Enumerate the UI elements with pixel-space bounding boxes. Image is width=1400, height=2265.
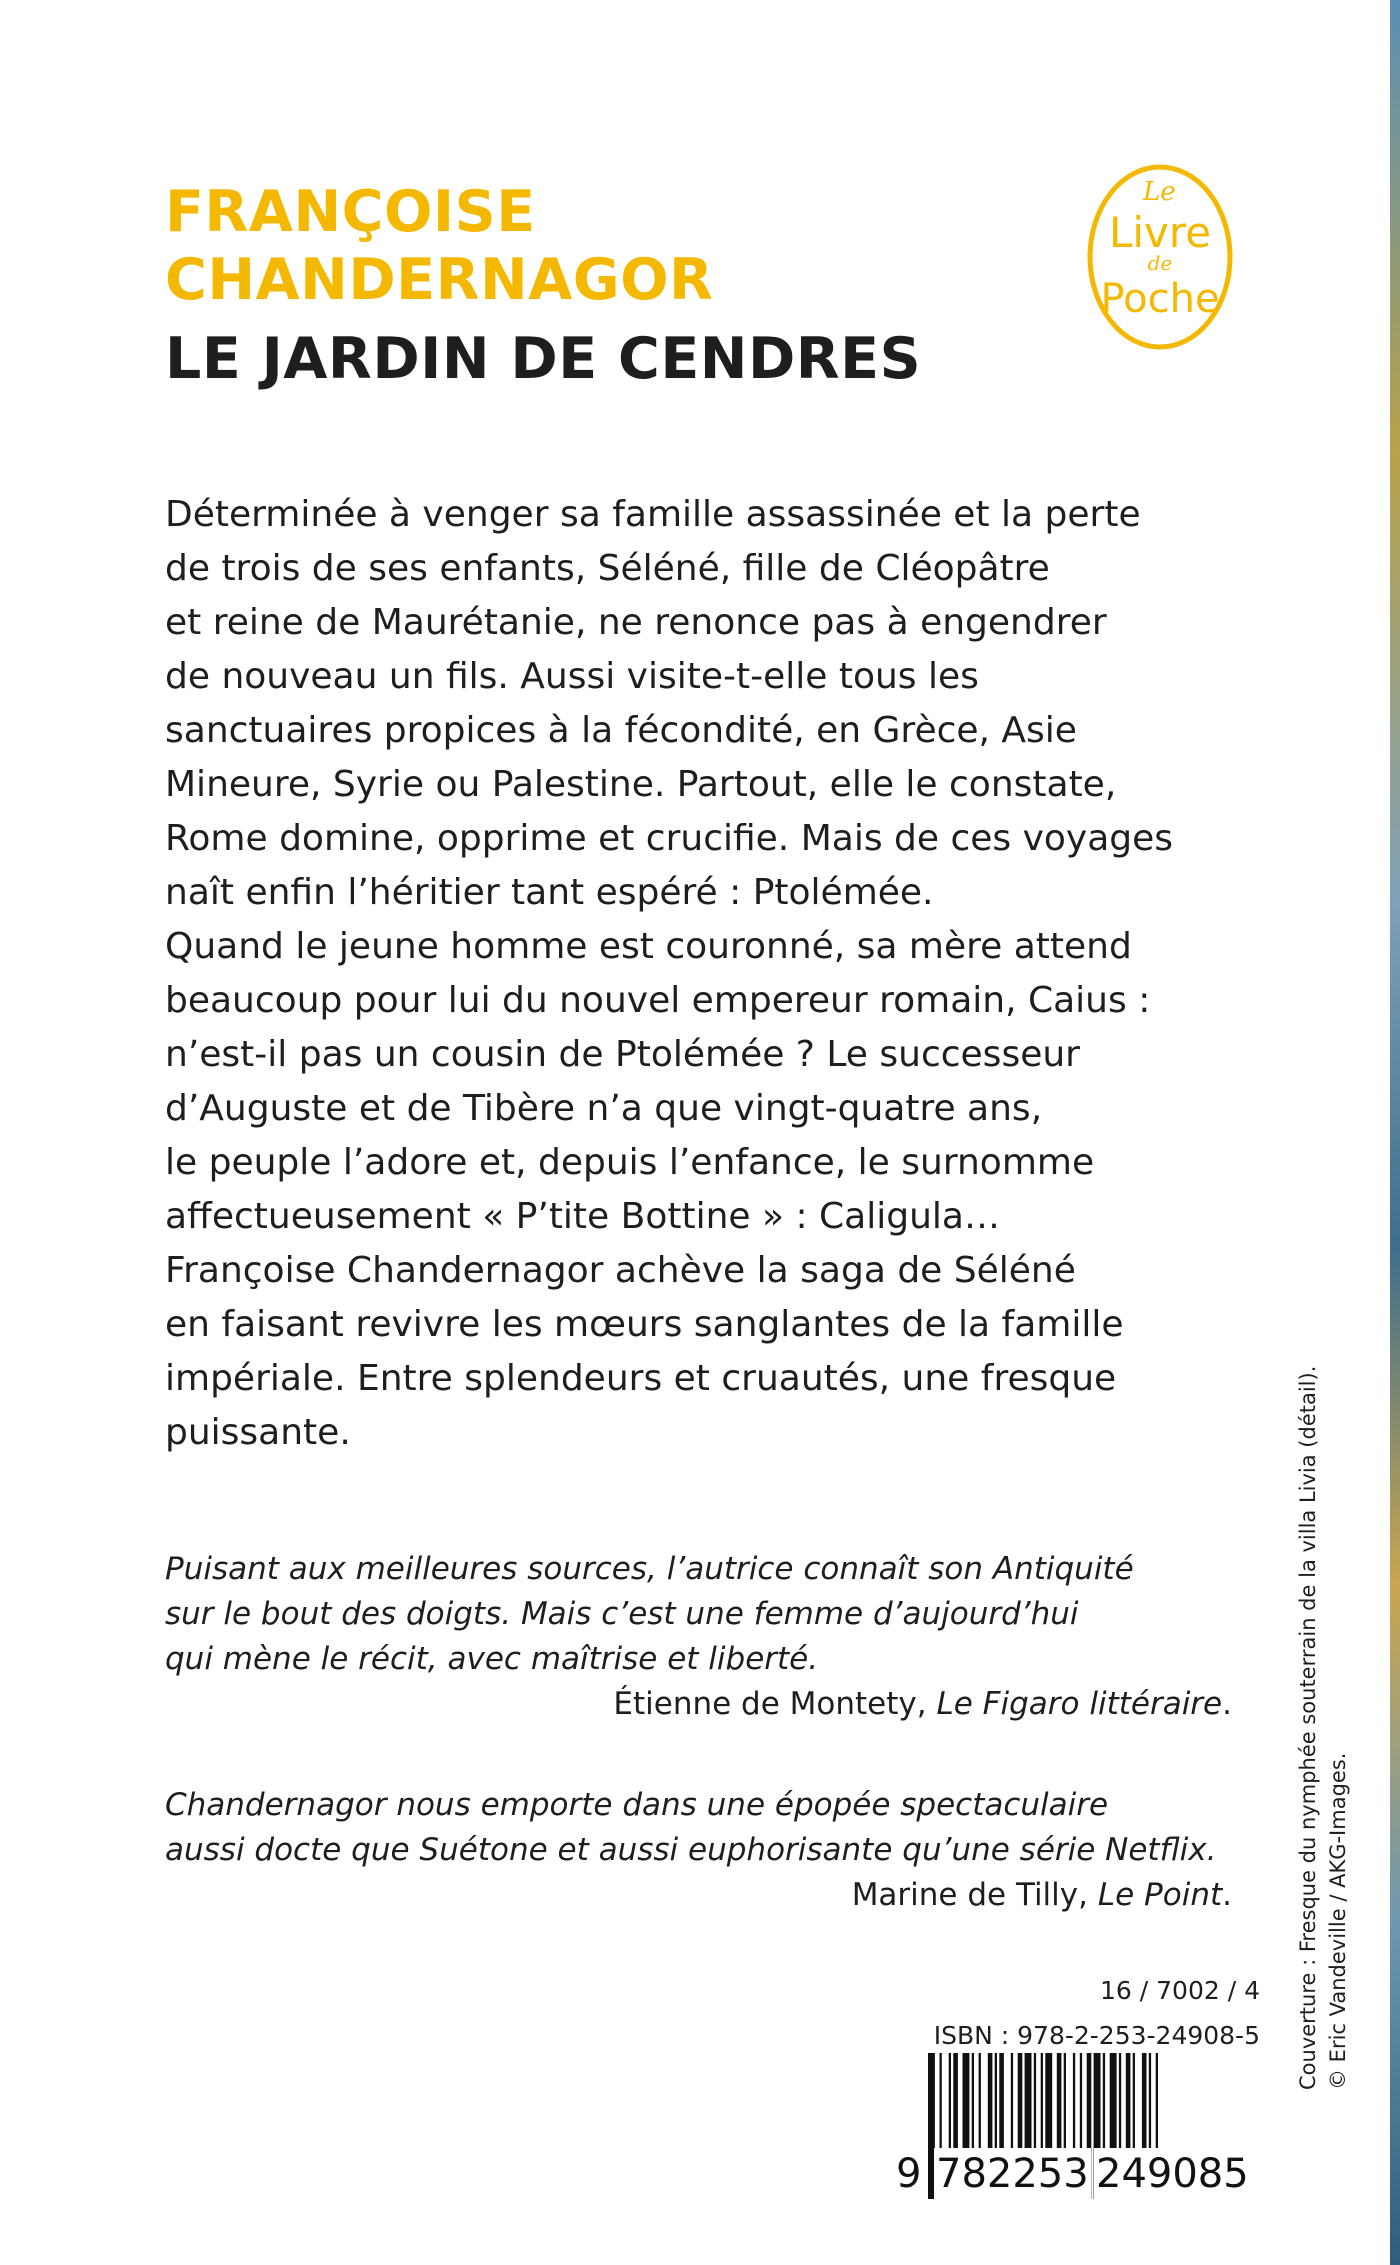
press-quote-figaro — [165, 1547, 1265, 1727]
blurb-line: sanctuaires propices à la fécondité, en Grèce, Asie — [165, 710, 1077, 751]
barcode-bar — [963, 2053, 970, 2148]
barcode-bar — [1045, 2053, 1052, 2148]
quote-line: sur le bout des doigts. Mais c’est une femme d’aujourd’hui — [165, 1596, 1079, 1632]
quote-line: Puisant aux meilleures sources, l’autrice connaît son Antiquité — [165, 1551, 1134, 1587]
blurb-line: beaucoup pour lui du nouvel empereur romain, Caius : — [165, 980, 1151, 1021]
barcode-bar — [953, 2053, 958, 2148]
barcode-bar — [1064, 2053, 1066, 2148]
quote-line: Chandernagor nous emporte dans une épopée spectaculaire — [165, 1787, 1109, 1823]
barcode-bar — [1018, 2053, 1023, 2148]
barcode-bar — [1025, 2053, 1032, 2148]
quote-source — [165, 1873, 1265, 1918]
barcode-bar — [949, 2053, 951, 2148]
barcode-right-group: 249085 — [1094, 2148, 1251, 2200]
barcode-bar — [1073, 2053, 1075, 2148]
blurb-line: affectueusement « P’tite Bottine » : Caligula… — [165, 1196, 1000, 1237]
barcode-bar — [940, 2053, 942, 2148]
isbn-number: ISBN : 978-2-253-24908-5 — [933, 2021, 1260, 2050]
barcode-bar — [1133, 2053, 1135, 2148]
blurb-line: Mineure, Syrie ou Palestine. Partout, elle le constate, — [165, 764, 1117, 805]
cover-credit-line: Couverture : Fresque du nymphée souterrain de la villa Livia (détail). — [1296, 1365, 1320, 2090]
logo-text-poche: Poche — [1100, 276, 1220, 322]
blurb-line: Déterminée à venger sa famille assassinée et la perte — [165, 494, 1141, 535]
barcode-bar — [1149, 2053, 1151, 2148]
blurb-line: Quand le jeune homme est couronné, sa mère attend — [165, 926, 1132, 967]
blurb-line: en faisant revivre les mœurs sanglantes de la famille — [165, 1304, 1124, 1345]
barcode-bar — [1057, 2053, 1062, 2148]
blurb-line: de nouveau un fils. Aussi visite-t-elle tous les — [165, 656, 979, 697]
barcode-bar — [1103, 2053, 1105, 2148]
author-name — [165, 178, 713, 314]
blurb-line: de trois de ses enfants, Séléné, fille de Cléopâtre — [165, 548, 1050, 589]
quote-source — [165, 1682, 1265, 1727]
quote-line: qui mène le récit, avec maîtrise et liberté. — [165, 1641, 819, 1677]
author-first-name: FRANÇOISE — [165, 179, 536, 245]
back-cover-blurb — [165, 488, 1265, 1460]
book-title: LE JARDIN DE CENDRES — [165, 326, 922, 392]
blurb-line: Rome domine, opprime et crucifie. Mais de ces voyages — [165, 818, 1174, 859]
catalog-codes — [934, 1968, 1260, 2058]
barcode-digits — [898, 2148, 1258, 2200]
barcode-bar — [1080, 2053, 1082, 2148]
cover-credit — [1293, 1366, 1353, 2090]
press-quote-le-point — [165, 1783, 1265, 1918]
product-code: 16 / 7002 / 4 — [1100, 1976, 1260, 2005]
blurb-line: Françoise Chandernagor achève la saga de Séléné — [165, 1250, 1076, 1291]
barcode-bar — [1011, 2053, 1013, 2148]
quote-source-name: Marine de Tilly, — [851, 1877, 1088, 1913]
blurb-line: d’Auguste et de Tibère n’a que vingt-quatre ans, — [165, 1088, 1043, 1129]
barcode-bar — [1110, 2053, 1117, 2148]
blurb-line: n’est-il pas un cousin de Ptolémée ? Le successeur — [165, 1034, 1080, 1075]
barcode-bar — [979, 2053, 981, 2148]
barcode-bar — [1142, 2053, 1147, 2148]
author-last-name: CHANDERNAGOR — [165, 247, 714, 313]
quote-line: aussi docte que Suétone et aussi euphorisante qu’une série Netflix. — [165, 1832, 1217, 1868]
barcode-left-group: 782253 — [934, 2148, 1091, 2200]
cover-edge-strip — [1390, 0, 1400, 2265]
barcode-bar — [1119, 2053, 1121, 2148]
barcode-bar — [999, 2053, 1004, 2148]
cover-credit-line: © Eric Vandeville / AKG-Images. — [1326, 1752, 1350, 2090]
blurb-line: naît enfin l’héritier tant espéré : Ptolémée. — [165, 872, 934, 913]
blurb-line: et reine de Maurétanie, ne renonce pas à engendrer — [165, 602, 1107, 643]
barcode-bar — [1041, 2053, 1043, 2148]
quote-source-publication: Le Point — [1097, 1877, 1223, 1913]
quote-source-end: . — [1222, 1686, 1232, 1722]
blurb-line: le peuple l’adore et, depuis l’enfance, le surnomme — [165, 1142, 1095, 1183]
barcode-bar — [1156, 2053, 1158, 2148]
quote-source-name: Étienne de Montety, — [613, 1686, 927, 1722]
logo-text-livre: Livre — [1108, 208, 1212, 257]
barcode-bar — [1034, 2053, 1036, 2148]
logo-text-le: Le — [1143, 177, 1176, 207]
barcode-bar — [972, 2053, 974, 2148]
logo-text-de: de — [1147, 251, 1173, 275]
blurb-line: impériale. Entre splendeurs et cruautés, une fresque — [165, 1358, 1117, 1399]
blurb-line: puissante. — [165, 1412, 351, 1453]
barcode-bar — [1126, 2053, 1131, 2148]
barcode-first-digit: 9 — [894, 2148, 923, 2200]
quote-source-publication: Le Figaro littéraire — [936, 1686, 1223, 1722]
barcode-bar — [988, 2053, 993, 2148]
publisher-logo — [1085, 162, 1235, 352]
quote-source-end: . — [1222, 1877, 1232, 1913]
barcode-bar — [995, 2053, 997, 2148]
